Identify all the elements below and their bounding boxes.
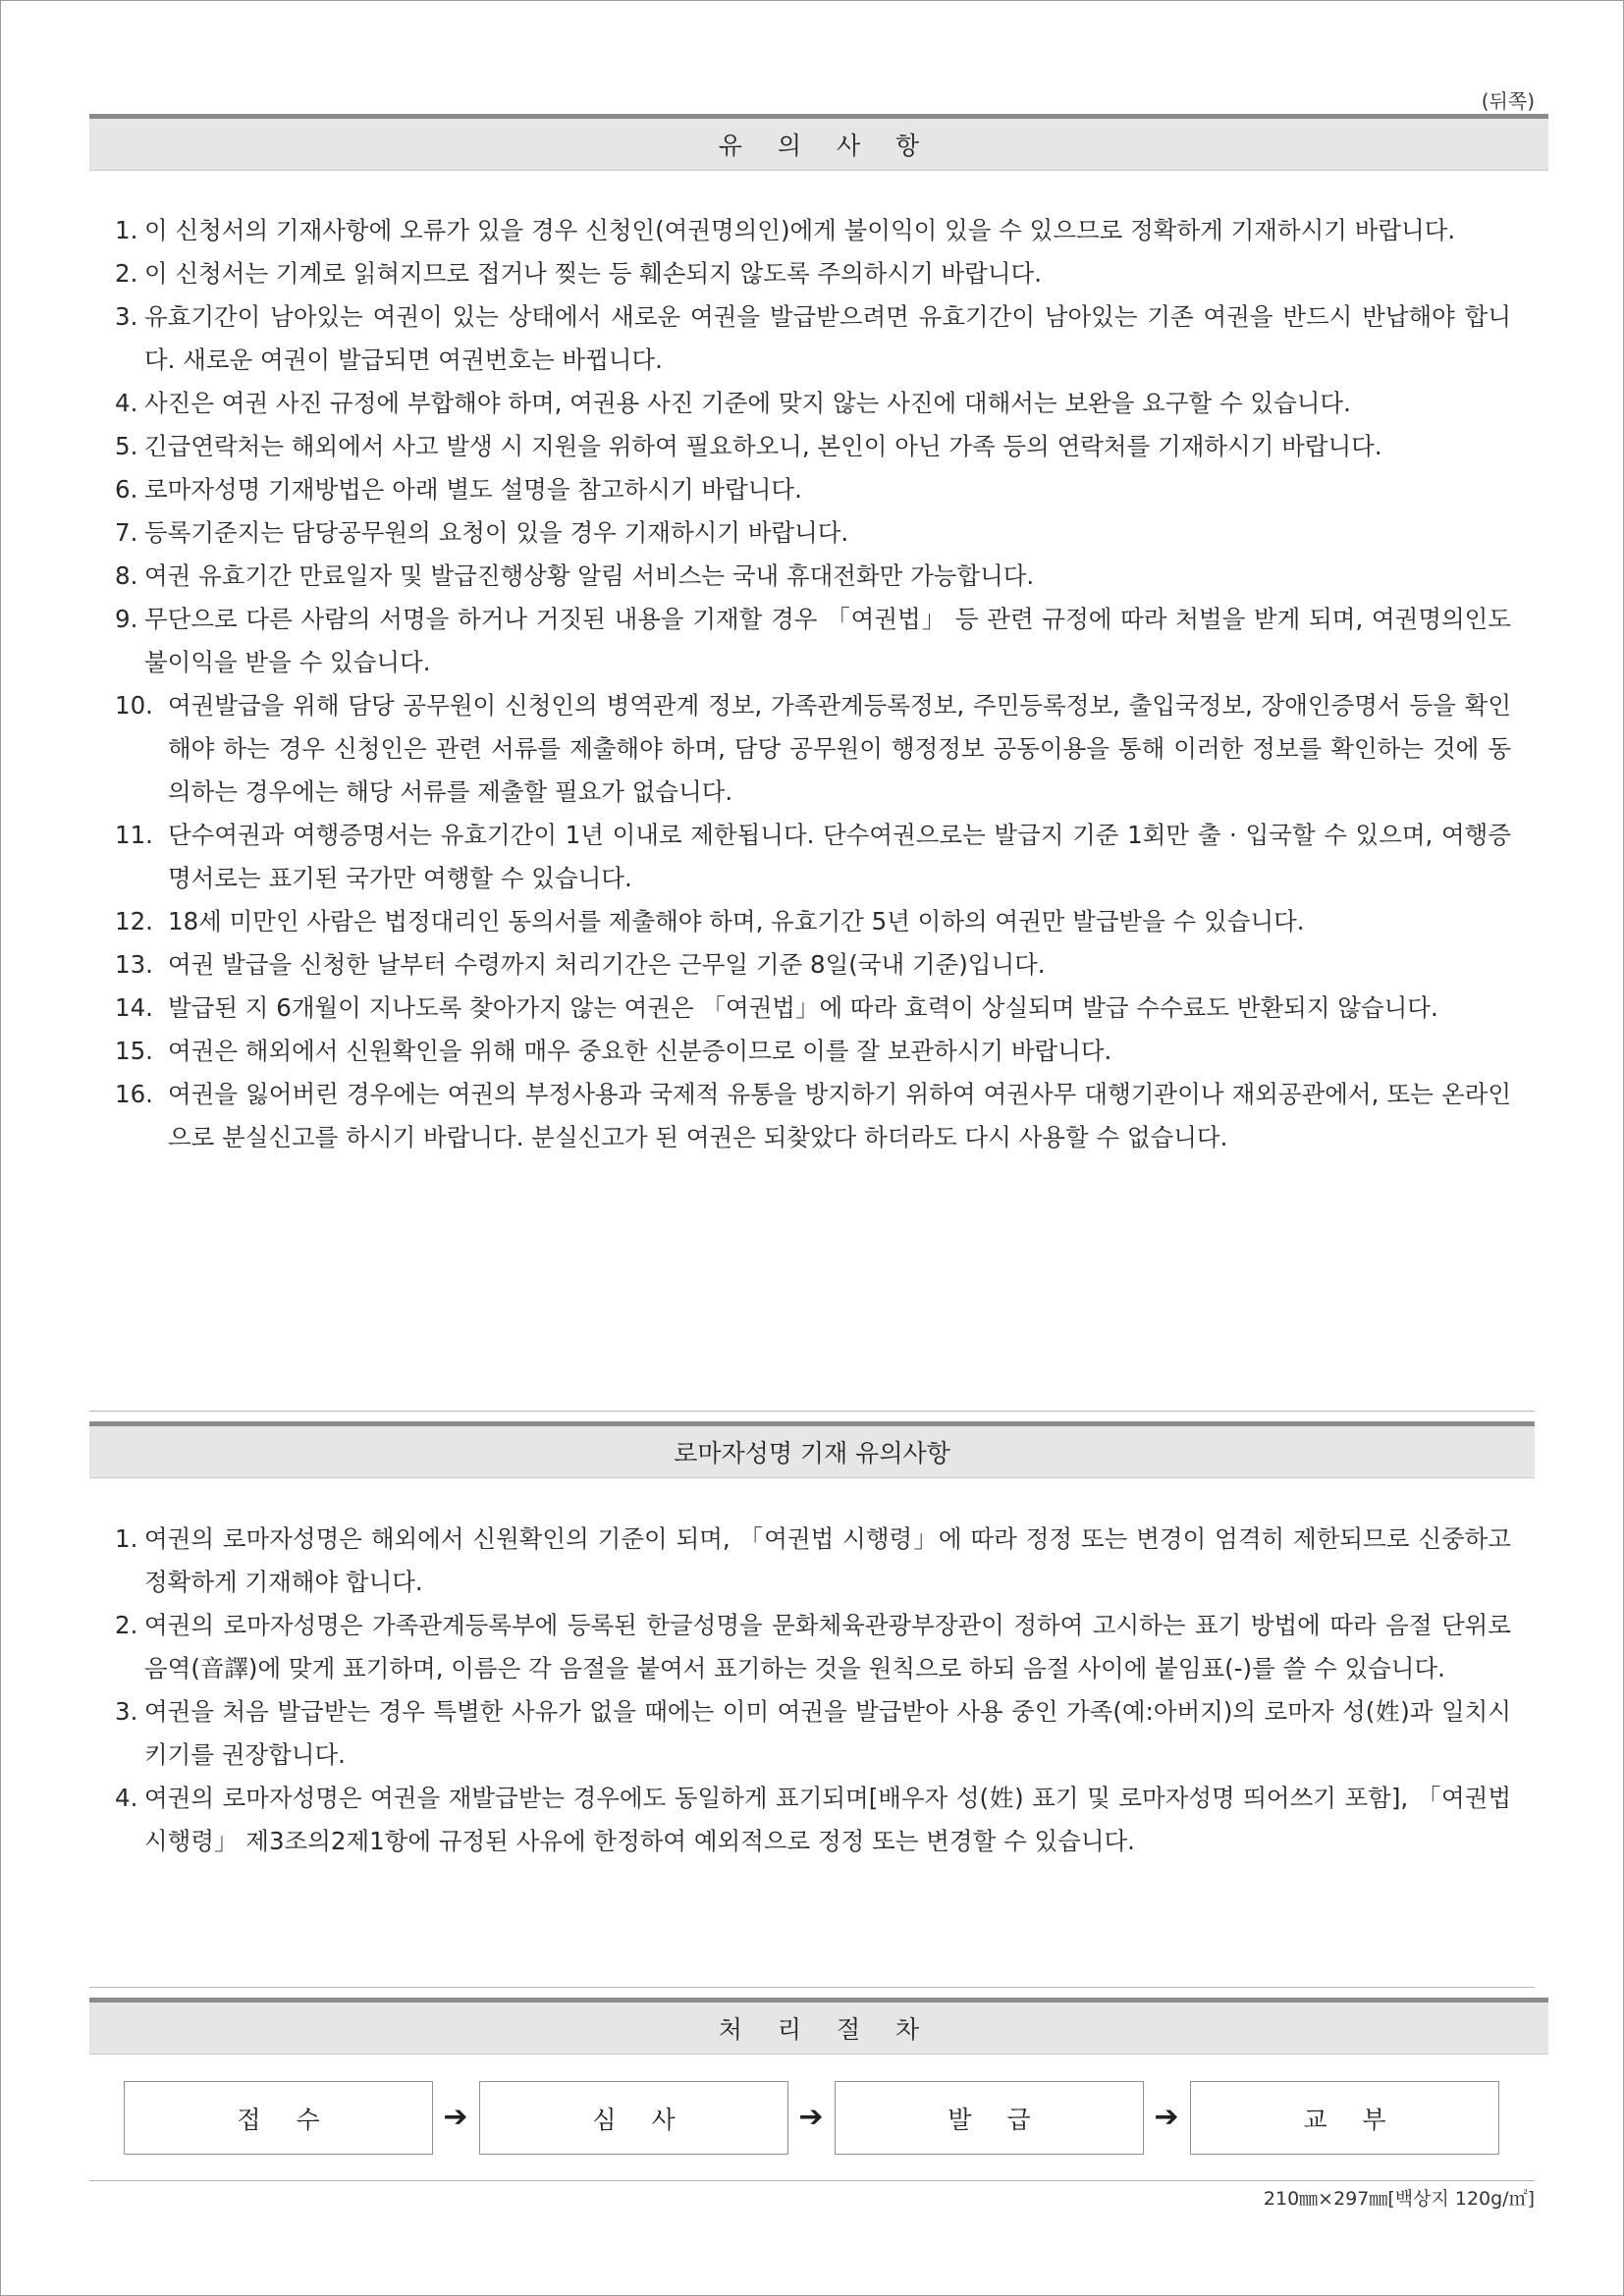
list-item-text: 여권발급을 위해 담당 공무원이 신청인의 병역관계 정보, 가족관계등록정보, 주민등록정보, 출입국정보, 장애인증명서 등을 확인해야 하는 경우 신청인은 관련 서류를 제출해야 하며, 담당 공무원이 행정정보 공동이용을 통해 이러한 정보를 확인하는 것에 동의하는 경우에는 해당 서류를 제출할 필요가 없습니다. bbox=[168, 691, 1511, 806]
notice-list bbox=[89, 209, 1535, 1159]
arrow-right-icon: ➔ bbox=[1154, 2099, 1179, 2134]
list-item-text: 긴급연락처는 해외에서 사고 발생 시 지원을 위하여 필요하오니, 본인이 아닌 가족 등의 연락처를 기재하시기 바랍니다. bbox=[144, 432, 1382, 460]
list-item bbox=[89, 382, 1535, 425]
roman-name-section-header: 로마자성명 기재 유의사항 bbox=[89, 1421, 1535, 1478]
list-item-number: 7. bbox=[115, 518, 138, 547]
paper-spec-label: 210㎜×297㎜[백상지 120g/㎡] bbox=[1263, 2188, 1535, 2210]
list-item-text: 이 신청서는 기계로 읽혀지므로 접거나 찢는 등 훼손되지 않도록 주의하시기 바랍니다. bbox=[144, 259, 1043, 288]
arrow-right-icon: ➔ bbox=[443, 2099, 468, 2134]
list-item-text: 무단으로 다른 사람의 서명을 하거나 거짓된 내용을 기재할 경우 「여권법」 등 관련 규정에 따라 처벌을 받게 되며, 여권명의인도 불이익을 받을 수 있습니다. bbox=[144, 605, 1511, 676]
footer-divider bbox=[89, 2180, 1535, 2181]
list-item bbox=[89, 1777, 1535, 1863]
list-item bbox=[89, 1073, 1535, 1159]
list-item-text: 여권 발급을 신청한 날부터 수령까지 처리기간은 근무일 기준 8일(국내 기준)입니다. bbox=[168, 950, 1046, 979]
process-section-header: 처 리 절 차 bbox=[89, 1998, 1548, 2055]
list-item-number: 13. bbox=[115, 950, 153, 979]
list-item-number: 11. bbox=[115, 821, 153, 849]
roman-name-list bbox=[89, 1518, 1535, 1863]
list-item bbox=[89, 425, 1535, 468]
list-item-text: 발급된 지 6개월이 지나도록 찾아가지 않는 여권은 「여권법」에 따라 효력이 상실되며 발급 수수료도 반환되지 않습니다. bbox=[168, 993, 1438, 1022]
list-item-number: 5. bbox=[115, 432, 138, 460]
list-item bbox=[89, 1690, 1535, 1777]
list-item bbox=[89, 1030, 1535, 1073]
list-item-text: 여권을 잃어버린 경우에는 여권의 부정사용과 국제적 유통을 방지하기 위하여 여권사무 대행기관이나 재외공관에서, 또는 온라인으로 분실신고를 하시기 바랍니다. 분실신고가 된 여권은 되찾았다 하더라도 다시 사용할 수 없습니다. bbox=[168, 1080, 1511, 1151]
process-step-issue: 발 급 bbox=[835, 2081, 1144, 2155]
list-item-number: 2. bbox=[115, 1611, 138, 1639]
arrow-right-icon: ➔ bbox=[798, 2099, 824, 2134]
list-item bbox=[89, 598, 1535, 684]
list-item-text: 여권을 처음 발급받는 경우 특별한 사유가 없을 때에는 이미 여권을 발급받아 사용 중인 가족(예:아버지)의 로마자 성(姓)과 일치시키기를 권장합니다. bbox=[144, 1697, 1511, 1769]
list-item bbox=[89, 814, 1535, 900]
list-item-text: 사진은 여권 사진 규정에 부합해야 하며, 여권용 사진 기준에 맞지 않는 사진에 대해서는 보완을 요구할 수 있습니다. bbox=[144, 389, 1351, 417]
list-item-text: 여권의 로마자성명은 해외에서 신원확인의 기준이 되며, 「여권법 시행령」에 따라 정정 또는 변경이 엄격히 제한되므로 신중하고 정확하게 기재해야 합니다. bbox=[144, 1524, 1511, 1596]
section-divider bbox=[89, 1411, 1535, 1412]
list-item-number: 4. bbox=[115, 1784, 138, 1812]
list-item-number: 14. bbox=[115, 993, 153, 1022]
list-item-number: 3. bbox=[115, 1697, 138, 1726]
list-item bbox=[89, 252, 1535, 295]
list-item bbox=[89, 1604, 1535, 1690]
process-step-review: 심 사 bbox=[479, 2081, 788, 2155]
list-item bbox=[89, 900, 1535, 943]
list-item-text: 여권은 해외에서 신원확인을 위해 매우 중요한 신분증이므로 이를 잘 보관하시기 바랍니다. bbox=[168, 1037, 1112, 1065]
list-item bbox=[89, 943, 1535, 987]
list-item-text: 여권 유효기간 만료일자 및 발급진행상황 알림 서비스는 국내 휴대전화만 가능합니다. bbox=[144, 561, 1035, 590]
list-item-number: 10. bbox=[115, 691, 153, 720]
process-step-receipt: 접 수 bbox=[124, 2081, 433, 2155]
notice-section-header: 유 의 사 항 bbox=[89, 114, 1548, 171]
list-item bbox=[89, 209, 1535, 252]
list-item-number: 4. bbox=[115, 389, 138, 417]
list-item-number: 15. bbox=[115, 1037, 153, 1065]
list-item-text: 여권의 로마자성명은 가족관계등록부에 등록된 한글성명을 문화체육관광부장관이 정하여 고시하는 표기 방법에 따라 음절 단위로 음역(音譯)에 맞게 표기하며, 이름은 각 음절을 붙여서 표기하는 것을 원칙으로 하되 음절 사이에 붙임표(-)를 쓸 수 있습니다. bbox=[144, 1611, 1511, 1682]
section-divider bbox=[89, 1987, 1535, 1988]
list-item-text: 유효기간이 남아있는 여권이 있는 상태에서 새로운 여권을 발급받으려면 유효기간이 남아있는 기존 여권을 반드시 반납해야 합니다. 새로운 여권이 발급되면 여권번호는 바뀝니다. bbox=[144, 302, 1511, 374]
list-item bbox=[89, 468, 1535, 511]
list-item-text: 18세 미만인 사람은 법정대리인 동의서를 제출해야 하며, 유효기간 5년 이하의 여권만 발급받을 수 있습니다. bbox=[168, 907, 1305, 935]
list-item bbox=[89, 511, 1535, 555]
list-item-number: 2. bbox=[115, 259, 138, 288]
list-item-number: 6. bbox=[115, 475, 138, 504]
list-item-number: 9. bbox=[115, 605, 138, 633]
list-item-number: 12. bbox=[115, 907, 153, 935]
list-item-text: 여권의 로마자성명은 여권을 재발급받는 경우에도 동일하게 표기되며[배우자 성(姓) 표기 및 로마자성명 띄어쓰기 포함], 「여권법 시행령」 제3조의2제1항에 규정된 사유에 한정하여 예외적으로 정정 또는 변경할 수 있습니다. bbox=[144, 1784, 1511, 1855]
list-item bbox=[89, 1518, 1535, 1604]
list-item-number: 3. bbox=[115, 302, 138, 331]
back-side-label: (뒤쪽) bbox=[1481, 89, 1535, 113]
list-item-number: 1. bbox=[115, 1524, 138, 1553]
list-item-text: 로마자성명 기재방법은 아래 별도 설명을 참고하시기 바랍니다. bbox=[144, 475, 802, 504]
list-item-number: 8. bbox=[115, 561, 138, 590]
list-item-text: 단수여권과 여행증명서는 유효기간이 1년 이내로 제한됩니다. 단수여권으로는 발급지 기준 1회만 출 · 입국할 수 있으며, 여행증명서로는 표기된 국가만 여행할 수 있습니다. bbox=[168, 821, 1511, 892]
list-item-number: 16. bbox=[115, 1080, 153, 1108]
list-item bbox=[89, 987, 1535, 1030]
list-item-number: 1. bbox=[115, 216, 138, 244]
list-item bbox=[89, 555, 1535, 598]
list-item bbox=[89, 684, 1535, 814]
list-item-text: 이 신청서의 기재사항에 오류가 있을 경우 신청인(여권명의인)에게 불이익이 있을 수 있으므로 정확하게 기재하시기 바랍니다. bbox=[144, 216, 1456, 244]
list-item bbox=[89, 295, 1535, 382]
process-step-delivery: 교 부 bbox=[1190, 2081, 1499, 2155]
list-item-text: 등록기준지는 담당공무원의 요청이 있을 경우 기재하시기 바랍니다. bbox=[144, 518, 849, 547]
